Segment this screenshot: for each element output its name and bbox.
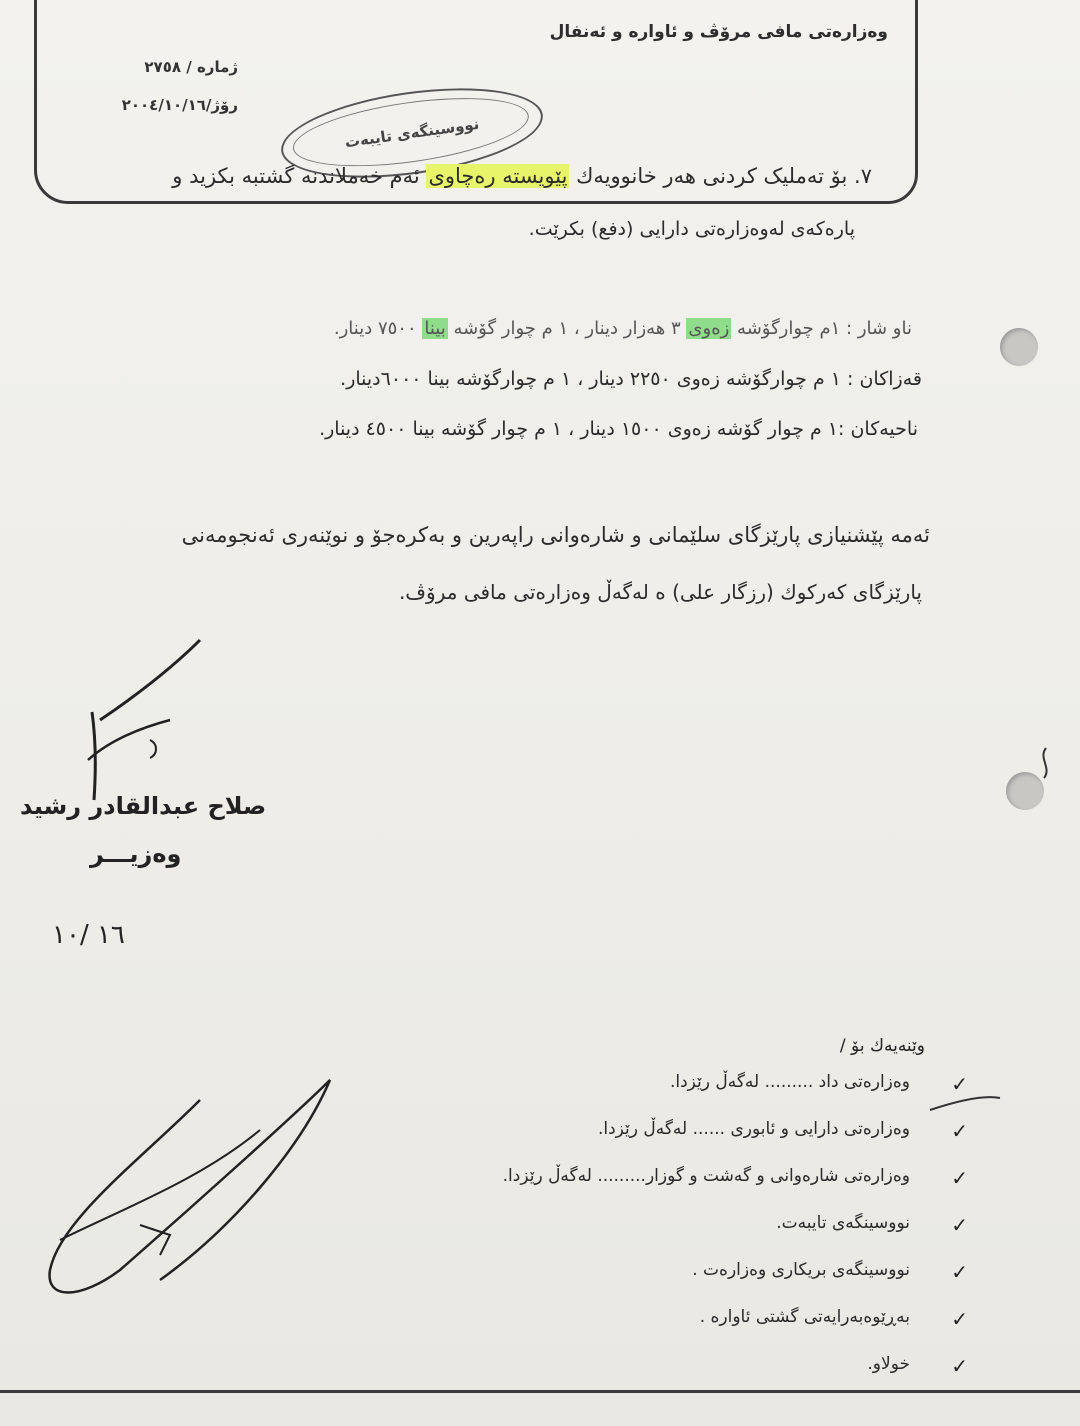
checkmark-icon: ✓ xyxy=(951,1166,968,1190)
checkmark-icon: ✓ xyxy=(951,1307,968,1331)
cc-list xyxy=(210,1072,968,1401)
paragraph-number: ٧. xyxy=(854,164,872,188)
list-item: ✓ نووسینگەی بریکاری وەزارەت . xyxy=(692,1260,968,1284)
reference-date: رۆژ/٢٠٠٤/١٠/١٦ xyxy=(121,96,238,114)
cc-heading: وێنەیەك بۆ / xyxy=(839,1036,925,1056)
paragraph-7-line-2: پارەکەی لەوەزارەتی دارایی (دفع) بکرێت. xyxy=(528,218,855,240)
ministry-name: وەزارەتی مافی مرۆڤ و ئاوارە و ئەنفال xyxy=(549,22,888,42)
signatory-name: صلاح عبدالقادر رشید xyxy=(20,792,267,820)
signature-date: ١٦ /١٠ xyxy=(52,920,125,950)
punch-hole xyxy=(1006,772,1044,810)
reference-number: ژمارە / ٢٧٥٨ xyxy=(144,58,238,76)
list-item: ✓ وەزارەتی داد ......... لەگەڵ رێزدا. xyxy=(669,1072,968,1096)
list-item: ✓ نووسینگەی تایبەت. xyxy=(776,1213,968,1237)
reference-block xyxy=(78,58,238,134)
bottom-border xyxy=(0,1390,1080,1393)
signatory-title: وەزیـــر xyxy=(90,840,182,868)
rate-districts: قەزاکان : ١ م چوارگۆشە زەوی ٢٢٥٠ دینار ، ١ م چوارگۆشە بینا ٦٠٠٠دینار. xyxy=(340,368,922,390)
list-item: ✓ وەزارەتی دارایی و ئابوری ...... لەگەڵ رێزدا. xyxy=(597,1119,968,1143)
rate-city: ناو شار : ١م چوارگۆشە زەوی ٣ هەزار دینار ، ١ م چوار گۆشە بینا ٧٥٠٠ دینار. xyxy=(333,318,912,339)
checkmark-icon: ✓ xyxy=(951,1213,968,1237)
list-item: ✓ خولاو. xyxy=(867,1354,968,1378)
checkmark-icon: ✓ xyxy=(951,1260,968,1284)
stamp-text: نووسینگەی تایبەت xyxy=(343,114,481,152)
rate-subdistricts: ناحیەکان :١ م چوار گۆشە زەوی ١٥٠٠ دینار ، ١ م چوار گۆشە بینا ٤٥٠٠ دینار. xyxy=(319,418,918,440)
list-item: ✓ وەزارەتی شارەوانی و گەشت و گوزار......... لەگەڵ رێزدا. xyxy=(502,1166,968,1190)
punch-hole xyxy=(1000,328,1038,366)
proposal-line-1: ئەمە پێشنیازی پارێزگای سلێمانی و شارەوانی راپەرین و بەکرەجۆ و نوێنەری ئەنجومەنی xyxy=(181,523,930,547)
checkmark-icon: ✓ xyxy=(951,1354,968,1378)
paragraph-7-line-1: ٧. بۆ تەملیک کردنی هەر خانوویەك پێویستە رەچاوی ئەم خەملاندنە گشتبە بکزید و xyxy=(172,164,872,188)
list-item: ✓ بەڕێوەبەرایەتی گشتی ئاوارە . xyxy=(699,1307,968,1331)
highlighted-building: بینا xyxy=(424,318,446,339)
checkmark-icon: ✓ xyxy=(951,1072,968,1096)
proposal-line-2: پارێزگای کەرکوك (رزگار علی) ە لەگەڵ وەزارەتی مافی مرۆڤ. xyxy=(398,580,922,604)
highlighted-land: زەوی xyxy=(688,318,730,339)
highlighted-phrase: پێویستە رەچاوی xyxy=(428,164,568,188)
checkmark-icon: ✓ xyxy=(951,1119,968,1143)
